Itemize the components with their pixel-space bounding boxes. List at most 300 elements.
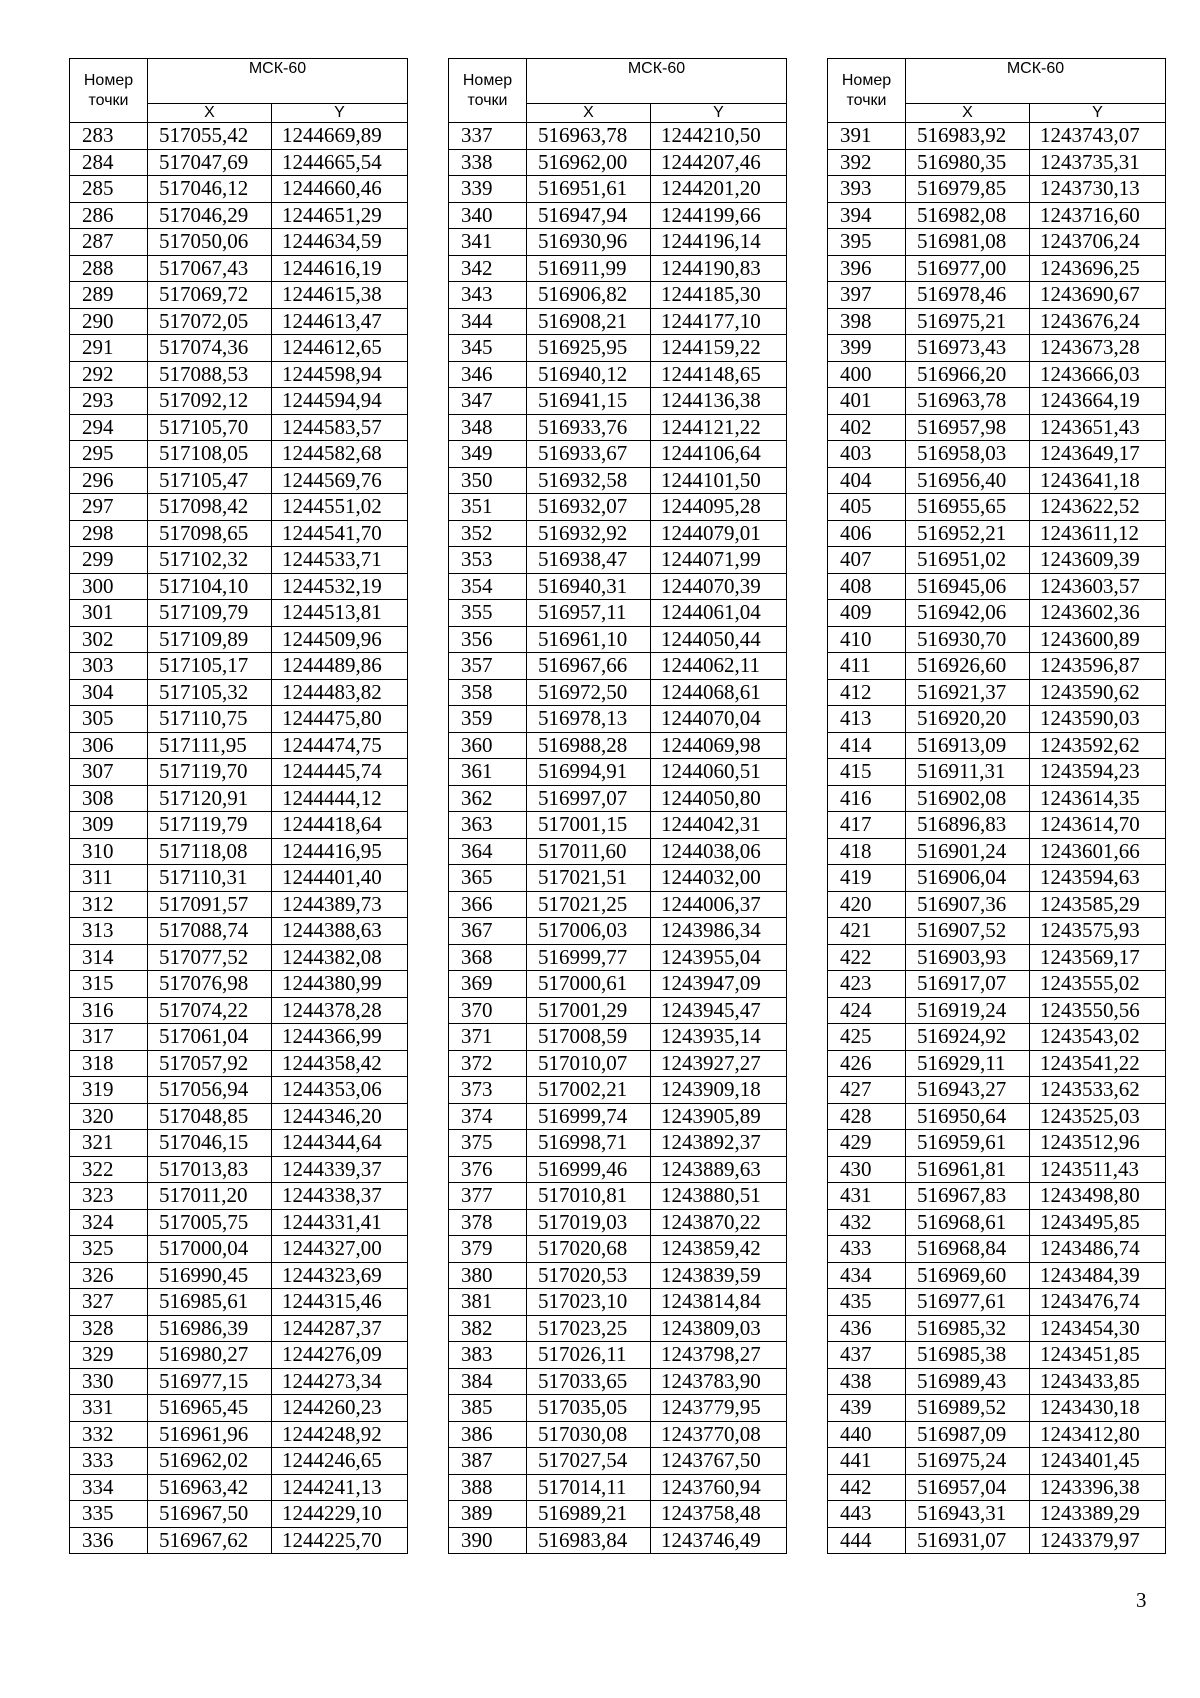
table-row	[70, 1183, 408, 1210]
table-row	[70, 1130, 408, 1157]
y-coordinate: 1244079,01	[651, 520, 787, 547]
y-coordinate: 1243585,29	[1030, 891, 1166, 918]
page-number: 3	[1136, 1588, 1147, 1612]
point-number: 428	[828, 1103, 906, 1130]
point-number: 316	[70, 997, 148, 1024]
x-coordinate: 516941,15	[527, 388, 651, 415]
point-number: 296	[70, 467, 148, 494]
x-coordinate: 516942,06	[906, 600, 1030, 627]
table-row	[828, 1421, 1166, 1448]
point-number: 432	[828, 1209, 906, 1236]
x-coordinate: 517001,15	[527, 812, 651, 839]
point-number: 299	[70, 547, 148, 574]
point-number: 381	[449, 1289, 527, 1316]
x-coordinate: 516963,42	[148, 1474, 272, 1501]
x-coordinate: 517074,36	[148, 335, 272, 362]
point-number: 304	[70, 679, 148, 706]
x-coordinate: 517067,43	[148, 255, 272, 282]
y-coordinate: 1243779,95	[651, 1395, 787, 1422]
point-number: 434	[828, 1262, 906, 1289]
table-row	[449, 441, 787, 468]
y-coordinate: 1243602,36	[1030, 600, 1166, 627]
point-number: 364	[449, 838, 527, 865]
table-row	[70, 149, 408, 176]
x-coordinate: 516903,93	[906, 944, 1030, 971]
y-coordinate: 1243511,43	[1030, 1156, 1166, 1183]
table-row	[70, 335, 408, 362]
y-coordinate: 1244061,04	[651, 600, 787, 627]
x-coordinate: 517076,98	[148, 971, 272, 998]
x-coordinate: 516975,21	[906, 308, 1030, 335]
y-coordinate: 1244489,86	[272, 653, 408, 680]
table-row	[828, 388, 1166, 415]
x-coordinate: 517088,74	[148, 918, 272, 945]
x-coordinate: 516950,64	[906, 1103, 1030, 1130]
table-row	[828, 573, 1166, 600]
x-coordinate: 517056,94	[148, 1077, 272, 1104]
table-row	[449, 971, 787, 998]
x-coordinate: 516972,50	[527, 679, 651, 706]
x-coordinate: 517098,65	[148, 520, 272, 547]
y-coordinate: 1244323,69	[272, 1262, 408, 1289]
x-coordinate: 517035,05	[527, 1395, 651, 1422]
table-row	[70, 123, 408, 150]
y-coordinate: 1243927,27	[651, 1050, 787, 1077]
point-number: 302	[70, 626, 148, 653]
point-number: 332	[70, 1421, 148, 1448]
x-coordinate: 516947,94	[527, 202, 651, 229]
y-coordinate: 1243870,22	[651, 1209, 787, 1236]
x-coordinate: 517074,22	[148, 997, 272, 1024]
y-coordinate: 1244651,29	[272, 202, 408, 229]
table-row	[449, 1024, 787, 1051]
table-row	[70, 361, 408, 388]
point-number: 439	[828, 1395, 906, 1422]
y-coordinate: 1243859,42	[651, 1236, 787, 1263]
x-coordinate: 516968,84	[906, 1236, 1030, 1263]
y-coordinate: 1243412,80	[1030, 1421, 1166, 1448]
y-coordinate: 1243575,93	[1030, 918, 1166, 945]
x-coordinate: 517020,53	[527, 1262, 651, 1289]
point-number: 283	[70, 123, 148, 150]
x-coordinate: 516913,09	[906, 732, 1030, 759]
x-coordinate: 517011,60	[527, 838, 651, 865]
y-coordinate: 1243555,02	[1030, 971, 1166, 998]
y-coordinate: 1243401,45	[1030, 1448, 1166, 1475]
x-coordinate: 516980,27	[148, 1342, 272, 1369]
x-coordinate: 516926,60	[906, 653, 1030, 680]
table-row	[828, 1501, 1166, 1528]
y-coordinate: 1244050,44	[651, 626, 787, 653]
table-row	[828, 335, 1166, 362]
table-row	[828, 838, 1166, 865]
x-coordinate: 516977,15	[148, 1368, 272, 1395]
y-coordinate: 1243594,23	[1030, 759, 1166, 786]
point-number: 313	[70, 918, 148, 945]
point-number: 370	[449, 997, 527, 1024]
table-row	[70, 732, 408, 759]
x-coordinate: 516907,52	[906, 918, 1030, 945]
point-number: 401	[828, 388, 906, 415]
table-row	[828, 255, 1166, 282]
point-number: 443	[828, 1501, 906, 1528]
x-coordinate: 517001,29	[527, 997, 651, 1024]
x-coordinate: 517111,95	[148, 732, 272, 759]
point-number: 388	[449, 1474, 527, 1501]
point-number: 389	[449, 1501, 527, 1528]
table-row	[70, 520, 408, 547]
point-number: 356	[449, 626, 527, 653]
table-row	[828, 600, 1166, 627]
x-coordinate: 517104,10	[148, 573, 272, 600]
x-coordinate: 516994,91	[527, 759, 651, 786]
point-number: 352	[449, 520, 527, 547]
table-row	[828, 1474, 1166, 1501]
point-number: 383	[449, 1342, 527, 1369]
x-coordinate: 516968,61	[906, 1209, 1030, 1236]
table-row	[828, 282, 1166, 309]
table-row	[828, 1209, 1166, 1236]
x-coordinate: 517119,70	[148, 759, 272, 786]
table-row	[449, 1474, 787, 1501]
y-coordinate: 1244069,98	[651, 732, 787, 759]
y-coordinate: 1243673,28	[1030, 335, 1166, 362]
table-row	[828, 1050, 1166, 1077]
point-number: 414	[828, 732, 906, 759]
x-coordinate: 516983,92	[906, 123, 1030, 150]
y-coordinate: 1243909,18	[651, 1077, 787, 1104]
x-coordinate: 517008,59	[527, 1024, 651, 1051]
point-number: 384	[449, 1368, 527, 1395]
x-coordinate: 516975,24	[906, 1448, 1030, 1475]
point-number: 419	[828, 865, 906, 892]
table-row	[828, 441, 1166, 468]
y-column-header: Y	[651, 104, 787, 123]
x-coordinate: 516988,28	[527, 732, 651, 759]
point-number: 337	[449, 123, 527, 150]
y-coordinate: 1243905,89	[651, 1103, 787, 1130]
x-coordinate: 516999,77	[527, 944, 651, 971]
x-coordinate: 517108,05	[148, 441, 272, 468]
y-coordinate: 1243666,03	[1030, 361, 1166, 388]
table-row	[70, 706, 408, 733]
point-number: 309	[70, 812, 148, 839]
y-coordinate: 1244032,00	[651, 865, 787, 892]
x-coordinate: 517055,42	[148, 123, 272, 150]
point-number: 339	[449, 176, 527, 203]
point-number: 395	[828, 229, 906, 256]
y-coordinate: 1244615,38	[272, 282, 408, 309]
point-number: 329	[70, 1342, 148, 1369]
table-row	[70, 388, 408, 415]
point-number: 385	[449, 1395, 527, 1422]
table-row	[449, 1183, 787, 1210]
y-coordinate: 1244380,99	[272, 971, 408, 998]
point-number: 407	[828, 547, 906, 574]
point-number: 394	[828, 202, 906, 229]
table-row	[70, 918, 408, 945]
table-row	[828, 308, 1166, 335]
table-row	[449, 1236, 787, 1263]
table-row	[70, 414, 408, 441]
point-number: 365	[449, 865, 527, 892]
y-coordinate: 1244201,20	[651, 176, 787, 203]
y-coordinate: 1244071,99	[651, 547, 787, 574]
y-coordinate: 1243798,27	[651, 1342, 787, 1369]
table-row	[449, 1130, 787, 1157]
x-coordinate: 517011,20	[148, 1183, 272, 1210]
table-row	[70, 971, 408, 998]
y-coordinate: 1244327,00	[272, 1236, 408, 1263]
point-number: 398	[828, 308, 906, 335]
y-coordinate: 1243783,90	[651, 1368, 787, 1395]
x-coordinate: 517000,04	[148, 1236, 272, 1263]
y-coordinate: 1244532,19	[272, 573, 408, 600]
table-row	[828, 414, 1166, 441]
point-number: 361	[449, 759, 527, 786]
y-coordinate: 1243746,49	[651, 1527, 787, 1554]
y-coordinate: 1244418,64	[272, 812, 408, 839]
y-coordinate: 1243533,62	[1030, 1077, 1166, 1104]
table-row	[449, 202, 787, 229]
x-coordinate: 517002,21	[527, 1077, 651, 1104]
y-coordinate: 1244106,64	[651, 441, 787, 468]
x-coordinate: 516977,00	[906, 255, 1030, 282]
point-number: 430	[828, 1156, 906, 1183]
point-number: 290	[70, 308, 148, 335]
point-number: 367	[449, 918, 527, 945]
y-coordinate: 1243596,87	[1030, 653, 1166, 680]
point-number: 289	[70, 282, 148, 309]
y-coordinate: 1244388,63	[272, 918, 408, 945]
y-coordinate: 1244475,80	[272, 706, 408, 733]
point-number: 335	[70, 1501, 148, 1528]
point-number: 427	[828, 1077, 906, 1104]
x-coordinate: 516978,46	[906, 282, 1030, 309]
x-coordinate: 517021,51	[527, 865, 651, 892]
y-coordinate: 1243892,37	[651, 1130, 787, 1157]
point-number: 285	[70, 176, 148, 203]
table-row	[70, 547, 408, 574]
x-coordinate: 516966,20	[906, 361, 1030, 388]
y-coordinate: 1243484,39	[1030, 1262, 1166, 1289]
point-number: 413	[828, 706, 906, 733]
point-number: 410	[828, 626, 906, 653]
point-number: 368	[449, 944, 527, 971]
y-coordinate: 1243947,09	[651, 971, 787, 998]
point-number: 382	[449, 1315, 527, 1342]
x-coordinate: 516940,31	[527, 573, 651, 600]
point-number: 421	[828, 918, 906, 945]
point-number: 396	[828, 255, 906, 282]
point-number: 322	[70, 1156, 148, 1183]
table-row	[828, 1130, 1166, 1157]
point-number: 426	[828, 1050, 906, 1077]
y-coordinate: 1244382,08	[272, 944, 408, 971]
point-number: 315	[70, 971, 148, 998]
table-row	[449, 1050, 787, 1077]
point-number: 442	[828, 1474, 906, 1501]
table-row	[828, 891, 1166, 918]
table-row	[828, 997, 1166, 1024]
x-coordinate: 517010,07	[527, 1050, 651, 1077]
table-row	[70, 626, 408, 653]
y-coordinate: 1243955,04	[651, 944, 787, 971]
table-row	[70, 202, 408, 229]
x-coordinate: 516961,81	[906, 1156, 1030, 1183]
point-number-header: Номер точки	[70, 59, 148, 123]
table-row	[449, 653, 787, 680]
y-column-header: Y	[272, 104, 408, 123]
x-coordinate: 517109,89	[148, 626, 272, 653]
x-coordinate: 516981,08	[906, 229, 1030, 256]
point-number: 295	[70, 441, 148, 468]
y-coordinate: 1244276,09	[272, 1342, 408, 1369]
x-coordinate: 516957,98	[906, 414, 1030, 441]
point-number: 420	[828, 891, 906, 918]
y-coordinate: 1244148,65	[651, 361, 787, 388]
point-number: 312	[70, 891, 148, 918]
y-coordinate: 1244042,31	[651, 812, 787, 839]
point-number-header: Номер точки	[828, 59, 906, 123]
point-number: 286	[70, 202, 148, 229]
point-number: 310	[70, 838, 148, 865]
y-coordinate: 1244445,74	[272, 759, 408, 786]
y-coordinate: 1244159,22	[651, 335, 787, 362]
x-coordinate: 516989,43	[906, 1368, 1030, 1395]
y-coordinate: 1243809,03	[651, 1315, 787, 1342]
point-number: 423	[828, 971, 906, 998]
table-row	[828, 732, 1166, 759]
table-row	[828, 361, 1166, 388]
table-row	[70, 1315, 408, 1342]
table-row	[828, 1077, 1166, 1104]
y-coordinate: 1244444,12	[272, 785, 408, 812]
point-number: 338	[449, 149, 527, 176]
table-row	[828, 679, 1166, 706]
y-coordinate: 1244241,13	[272, 1474, 408, 1501]
x-coordinate: 516930,96	[527, 229, 651, 256]
y-coordinate: 1243935,14	[651, 1024, 787, 1051]
y-coordinate: 1244582,68	[272, 441, 408, 468]
point-number: 397	[828, 282, 906, 309]
x-coordinate: 516945,06	[906, 573, 1030, 600]
x-coordinate: 517098,42	[148, 494, 272, 521]
table-row	[449, 494, 787, 521]
y-coordinate: 1244246,65	[272, 1448, 408, 1475]
x-coordinate: 517109,79	[148, 600, 272, 627]
y-coordinate: 1243664,19	[1030, 388, 1166, 415]
point-number: 320	[70, 1103, 148, 1130]
x-coordinate: 516999,46	[527, 1156, 651, 1183]
y-coordinate: 1243758,48	[651, 1501, 787, 1528]
y-coordinate: 1244060,51	[651, 759, 787, 786]
y-coordinate: 1244136,38	[651, 388, 787, 415]
x-coordinate: 516925,95	[527, 335, 651, 362]
table-row	[70, 494, 408, 521]
x-coordinate: 517110,31	[148, 865, 272, 892]
point-number: 293	[70, 388, 148, 415]
point-number: 369	[449, 971, 527, 998]
x-coordinate: 516943,31	[906, 1501, 1030, 1528]
x-coordinate: 516985,61	[148, 1289, 272, 1316]
table-row	[828, 785, 1166, 812]
y-coordinate: 1243590,03	[1030, 706, 1166, 733]
x-coordinate: 517092,12	[148, 388, 272, 415]
table-row	[828, 229, 1166, 256]
x-coordinate: 516930,70	[906, 626, 1030, 653]
point-number: 366	[449, 891, 527, 918]
table-row	[828, 1527, 1166, 1554]
table-row	[70, 1474, 408, 1501]
y-coordinate: 1243430,18	[1030, 1395, 1166, 1422]
x-coordinate: 517088,53	[148, 361, 272, 388]
point-number: 318	[70, 1050, 148, 1077]
x-coordinate: 517005,75	[148, 1209, 272, 1236]
y-coordinate: 1243594,63	[1030, 865, 1166, 892]
point-number: 294	[70, 414, 148, 441]
x-coordinate: 516938,47	[527, 547, 651, 574]
y-coordinate: 1244050,80	[651, 785, 787, 812]
point-number: 328	[70, 1315, 148, 1342]
table-row	[828, 1236, 1166, 1263]
x-coordinate: 516932,07	[527, 494, 651, 521]
y-coordinate: 1244583,57	[272, 414, 408, 441]
x-coordinate: 517026,11	[527, 1342, 651, 1369]
point-number: 342	[449, 255, 527, 282]
point-number: 284	[70, 149, 148, 176]
y-coordinate: 1243735,31	[1030, 149, 1166, 176]
x-coordinate: 516951,61	[527, 176, 651, 203]
x-coordinate: 516917,07	[906, 971, 1030, 998]
y-coordinate: 1243814,84	[651, 1289, 787, 1316]
point-number: 379	[449, 1236, 527, 1263]
y-coordinate: 1244273,34	[272, 1368, 408, 1395]
point-number: 386	[449, 1421, 527, 1448]
point-number: 288	[70, 255, 148, 282]
x-coordinate: 517027,54	[527, 1448, 651, 1475]
table-row	[70, 1342, 408, 1369]
x-coordinate: 516921,37	[906, 679, 1030, 706]
point-number: 330	[70, 1368, 148, 1395]
point-number: 412	[828, 679, 906, 706]
table-row	[70, 1077, 408, 1104]
x-coordinate: 516985,32	[906, 1315, 1030, 1342]
coordinates-table	[827, 58, 1166, 1554]
y-coordinate: 1243590,62	[1030, 679, 1166, 706]
table-row	[449, 176, 787, 203]
y-coordinate: 1244669,89	[272, 123, 408, 150]
point-number: 444	[828, 1527, 906, 1554]
y-coordinate: 1243889,63	[651, 1156, 787, 1183]
x-column-header: X	[148, 104, 272, 123]
y-coordinate: 1244634,59	[272, 229, 408, 256]
table-row	[449, 1077, 787, 1104]
point-number: 349	[449, 441, 527, 468]
table-row	[70, 573, 408, 600]
y-coordinate: 1244344,64	[272, 1130, 408, 1157]
point-number: 403	[828, 441, 906, 468]
point-number: 334	[70, 1474, 148, 1501]
point-number: 362	[449, 785, 527, 812]
x-coordinate: 516896,83	[906, 812, 1030, 839]
y-coordinate: 1243676,24	[1030, 308, 1166, 335]
y-coordinate: 1243389,29	[1030, 1501, 1166, 1528]
y-coordinate: 1243498,80	[1030, 1183, 1166, 1210]
point-number: 392	[828, 149, 906, 176]
point-number: 436	[828, 1315, 906, 1342]
point-number: 346	[449, 361, 527, 388]
